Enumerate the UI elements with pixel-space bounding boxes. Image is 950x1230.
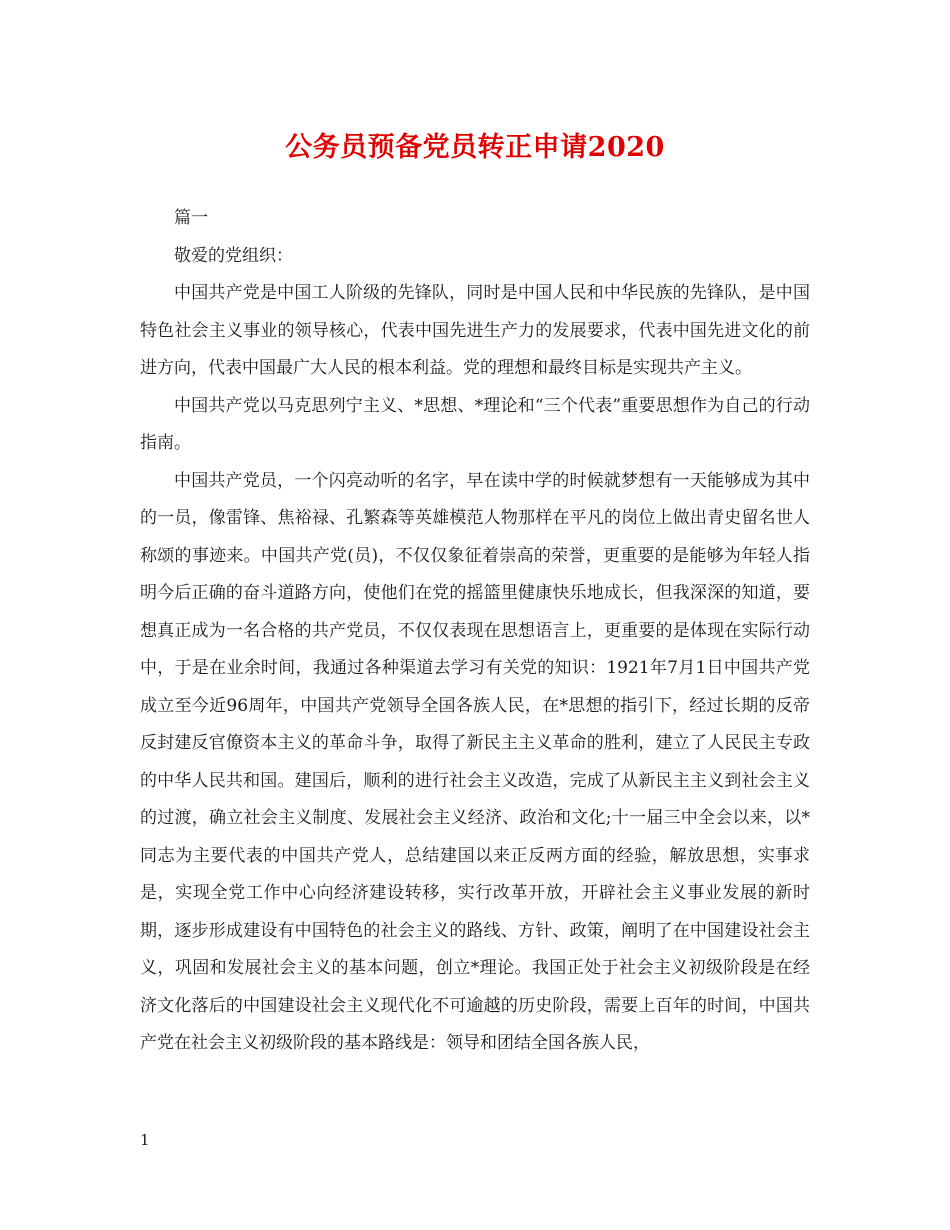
body-paragraph: 中国共产党以马克思列宁主义、*思想、*理论和“三个代表”重要思想作为自己的行动指南。 bbox=[140, 395, 810, 453]
document-title: 公务员预备党员转正申请2020 bbox=[285, 132, 665, 163]
body-paragraph: 中国共产党员，一个闪亮动听的名字，早在读中学的时候就梦想有一天能够成为其中的一员，像雷锋、焦裕禄、孔繁森等英雄模范人物那样在平凡的岗位上做出青史留名世人称颂的事迹来。中国共产党(员)，不仅仅象征着崇高的荣誉，更重要的是能够为年轻人指明今后正确的奋斗道路方向，使他们在党的摇篮里健康快乐地成长，但我深深的知道，要想真正成为一名合格的共产党员，不仅仅表现在思想语言上，更重要的是体现在实际行动中，于是在业余时间，我通过各种渠道去学习有关党的知识：1921年7月1日中国共产党成立至今近96周年，中国共产党领导全国各族人民，在*思想的指引下，经过长期的反帝反封建反官僚资本主义的革命斗争，取得了新民主主义革命的胜利，建立了人民民主专政的中华人民共和国。建国后，顺利的进行社会主义改造，完成了从新民主主义到社会主义的过渡，确立社会主义制度、发展社会主义经济、政治和文化;十一届三中全会以来，以*同志为主要代表的中国共产党人，总结建国以来正反两方面的经验，解放思想，实事求是，实现全党工作中心向经济建设转移，实行改革开放，开辟社会主义事业发展的新时期，逐步形成建设有中国特色的社会主义的路线、方针、政策，阐明了在中国建设社会主义，巩固和发展社会主义的基本问题，创立*理论。我国正处于社会主义初级阶段是在经济文化落后的中国建设社会主义现代化不可逾越的历史阶段，需要上百年的时间，中国共产党在社会主义初级阶段的基本路线是：领导和团结全国各族人民， bbox=[140, 470, 810, 1053]
document-body bbox=[140, 200, 810, 1063]
page-number: 1 bbox=[140, 1131, 150, 1149]
body-paragraph: 中国共产党是中国工人阶级的先锋队，同时是中国人民和中华民族的先锋队，是中国特色社会主义事业的领导核心，代表中国先进生产力的发展要求，代表中国先进文化的前进方向，代表中国最广大人民的根本利益。党的理想和最终目标是实现共产主义。 bbox=[140, 283, 810, 378]
section-heading: 篇一 bbox=[174, 208, 208, 228]
salutation: 敬爱的党组织： bbox=[174, 245, 293, 266]
